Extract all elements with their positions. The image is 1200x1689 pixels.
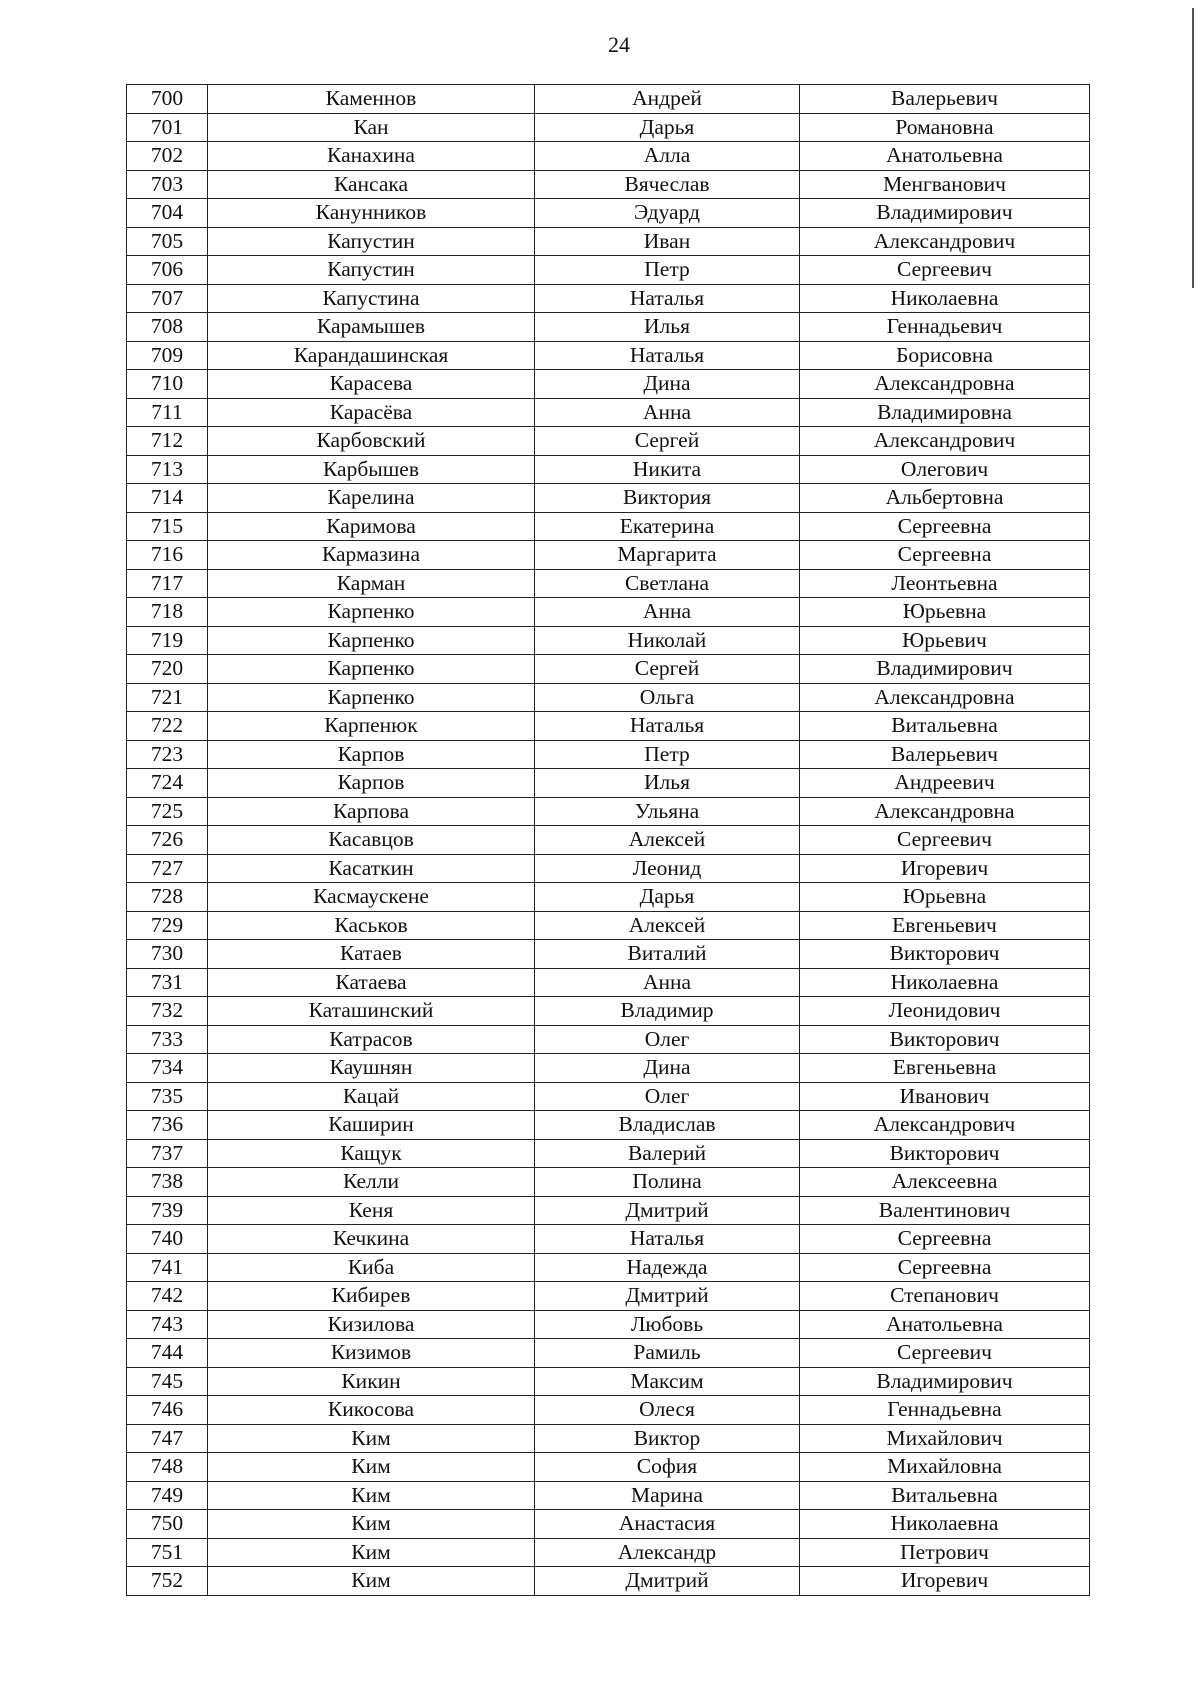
patronymic-cell: Валерьевич xyxy=(800,85,1090,114)
last-name-cell: Катрасов xyxy=(208,1025,535,1054)
table-row xyxy=(127,797,1090,826)
last-name-cell: Каськов xyxy=(208,911,535,940)
first-name-cell: Анна xyxy=(535,968,800,997)
table-row xyxy=(127,256,1090,285)
patronymic-cell: Петрович xyxy=(800,1538,1090,1567)
table-row xyxy=(127,1054,1090,1083)
patronymic-cell: Сергеевна xyxy=(800,512,1090,541)
table-row xyxy=(127,170,1090,199)
table-row xyxy=(127,826,1090,855)
patronymic-cell: Владимирович xyxy=(800,1367,1090,1396)
patronymic-cell: Николаевна xyxy=(800,284,1090,313)
table-row xyxy=(127,227,1090,256)
table-row xyxy=(127,911,1090,940)
patronymic-cell: Александровна xyxy=(800,683,1090,712)
row-number-cell: 716 xyxy=(127,541,208,570)
first-name-cell: Алексей xyxy=(535,826,800,855)
patronymic-cell: Валентинович xyxy=(800,1196,1090,1225)
last-name-cell: Кибирев xyxy=(208,1282,535,1311)
patronymic-cell: Анатольевна xyxy=(800,1310,1090,1339)
table-row xyxy=(127,1510,1090,1539)
last-name-cell: Каташинский xyxy=(208,997,535,1026)
row-number-cell: 709 xyxy=(127,341,208,370)
first-name-cell: Дина xyxy=(535,1054,800,1083)
last-name-cell: Ким xyxy=(208,1510,535,1539)
patronymic-cell: Геннадьевна xyxy=(800,1396,1090,1425)
patronymic-cell: Борисовна xyxy=(800,341,1090,370)
last-name-cell: Карпенко xyxy=(208,683,535,712)
patronymic-cell: Викторович xyxy=(800,1025,1090,1054)
last-name-cell: Карбовский xyxy=(208,427,535,456)
table-row xyxy=(127,769,1090,798)
table-row xyxy=(127,199,1090,228)
last-name-cell: Каменнов xyxy=(208,85,535,114)
first-name-cell: Дмитрий xyxy=(535,1282,800,1311)
last-name-cell: Кащук xyxy=(208,1139,535,1168)
patronymic-cell: Сергеевич xyxy=(800,256,1090,285)
patronymic-cell: Юрьевна xyxy=(800,883,1090,912)
last-name-cell: Карпова xyxy=(208,797,535,826)
table-row xyxy=(127,541,1090,570)
last-name-cell: Карпенко xyxy=(208,626,535,655)
row-number-cell: 750 xyxy=(127,1510,208,1539)
patronymic-cell: Леонидович xyxy=(800,997,1090,1026)
table-row xyxy=(127,683,1090,712)
patronymic-cell: Александрович xyxy=(800,227,1090,256)
last-name-cell: Кармазина xyxy=(208,541,535,570)
first-name-cell: Алексей xyxy=(535,911,800,940)
patronymic-cell: Сергеевич xyxy=(800,826,1090,855)
table-row xyxy=(127,341,1090,370)
last-name-cell: Канунников xyxy=(208,199,535,228)
patronymic-cell: Степанович xyxy=(800,1282,1090,1311)
first-name-cell: Леонид xyxy=(535,854,800,883)
table-row xyxy=(127,1453,1090,1482)
last-name-cell: Кечкина xyxy=(208,1225,535,1254)
row-number-cell: 714 xyxy=(127,484,208,513)
row-number-cell: 724 xyxy=(127,769,208,798)
table-row xyxy=(127,712,1090,741)
table-row xyxy=(127,1082,1090,1111)
first-name-cell: Полина xyxy=(535,1168,800,1197)
patronymic-cell: Николаевна xyxy=(800,1510,1090,1539)
last-name-cell: Катаев xyxy=(208,940,535,969)
table-row xyxy=(127,370,1090,399)
table-row xyxy=(127,85,1090,114)
table-row xyxy=(127,997,1090,1026)
last-name-cell: Карасева xyxy=(208,370,535,399)
first-name-cell: Владислав xyxy=(535,1111,800,1140)
last-name-cell: Киба xyxy=(208,1253,535,1282)
first-name-cell: Маргарита xyxy=(535,541,800,570)
table-row xyxy=(127,313,1090,342)
last-name-cell: Кизилова xyxy=(208,1310,535,1339)
row-number-cell: 743 xyxy=(127,1310,208,1339)
patronymic-cell: Леонтьевна xyxy=(800,569,1090,598)
first-name-cell: Марина xyxy=(535,1481,800,1510)
row-number-cell: 715 xyxy=(127,512,208,541)
last-name-cell: Кизимов xyxy=(208,1339,535,1368)
last-name-cell: Карандашинская xyxy=(208,341,535,370)
first-name-cell: Андрей xyxy=(535,85,800,114)
first-name-cell: Алла xyxy=(535,142,800,171)
patronymic-cell: Михайлович xyxy=(800,1424,1090,1453)
last-name-cell: Карамышев xyxy=(208,313,535,342)
row-number-cell: 728 xyxy=(127,883,208,912)
patronymic-cell: Александрович xyxy=(800,427,1090,456)
patronymic-cell: Анатольевна xyxy=(800,142,1090,171)
first-name-cell: Илья xyxy=(535,769,800,798)
row-number-cell: 730 xyxy=(127,940,208,969)
row-number-cell: 746 xyxy=(127,1396,208,1425)
first-name-cell: Петр xyxy=(535,740,800,769)
row-number-cell: 740 xyxy=(127,1225,208,1254)
first-name-cell: Валерий xyxy=(535,1139,800,1168)
patronymic-cell: Юрьевна xyxy=(800,598,1090,627)
row-number-cell: 717 xyxy=(127,569,208,598)
first-name-cell: Дина xyxy=(535,370,800,399)
first-name-cell: Любовь xyxy=(535,1310,800,1339)
table-row xyxy=(127,484,1090,513)
table-row xyxy=(127,512,1090,541)
first-name-cell: Дарья xyxy=(535,113,800,142)
last-name-cell: Кикосова xyxy=(208,1396,535,1425)
table-row xyxy=(127,284,1090,313)
first-name-cell: Иван xyxy=(535,227,800,256)
row-number-cell: 706 xyxy=(127,256,208,285)
last-name-cell: Капустин xyxy=(208,227,535,256)
patronymic-cell: Викторович xyxy=(800,1139,1090,1168)
registry-table-body xyxy=(127,85,1090,1596)
first-name-cell: Петр xyxy=(535,256,800,285)
last-name-cell: Касмаускене xyxy=(208,883,535,912)
row-number-cell: 737 xyxy=(127,1139,208,1168)
row-number-cell: 735 xyxy=(127,1082,208,1111)
row-number-cell: 713 xyxy=(127,455,208,484)
last-name-cell: Кан xyxy=(208,113,535,142)
first-name-cell: Илья xyxy=(535,313,800,342)
patronymic-cell: Сергеевна xyxy=(800,1225,1090,1254)
patronymic-cell: Александрович xyxy=(800,1111,1090,1140)
row-number-cell: 742 xyxy=(127,1282,208,1311)
table-row xyxy=(127,740,1090,769)
page-number: 24 xyxy=(608,32,630,57)
table-row xyxy=(127,883,1090,912)
patronymic-cell: Евгеньевна xyxy=(800,1054,1090,1083)
table-row xyxy=(127,1282,1090,1311)
table-row xyxy=(127,598,1090,627)
row-number-cell: 701 xyxy=(127,113,208,142)
table-row xyxy=(127,655,1090,684)
first-name-cell: Наталья xyxy=(535,1225,800,1254)
table-row xyxy=(127,1538,1090,1567)
last-name-cell: Ким xyxy=(208,1481,535,1510)
patronymic-cell: Юрьевич xyxy=(800,626,1090,655)
table-row xyxy=(127,1481,1090,1510)
table-row xyxy=(127,142,1090,171)
last-name-cell: Капустина xyxy=(208,284,535,313)
first-name-cell: Светлана xyxy=(535,569,800,598)
patronymic-cell: Сергеевна xyxy=(800,1253,1090,1282)
first-name-cell: Анна xyxy=(535,598,800,627)
first-name-cell: Максим xyxy=(535,1367,800,1396)
row-number-cell: 702 xyxy=(127,142,208,171)
row-number-cell: 733 xyxy=(127,1025,208,1054)
last-name-cell: Ким xyxy=(208,1538,535,1567)
last-name-cell: Кикин xyxy=(208,1367,535,1396)
scan-edge-line xyxy=(1192,8,1194,288)
table-row xyxy=(127,427,1090,456)
patronymic-cell: Викторович xyxy=(800,940,1090,969)
first-name-cell: Александр xyxy=(535,1538,800,1567)
first-name-cell: Виталий xyxy=(535,940,800,969)
table-row xyxy=(127,1253,1090,1282)
last-name-cell: Ким xyxy=(208,1453,535,1482)
patronymic-cell: Валерьевич xyxy=(800,740,1090,769)
patronymic-cell: Сергеевна xyxy=(800,541,1090,570)
last-name-cell: Карпов xyxy=(208,740,535,769)
first-name-cell: Николай xyxy=(535,626,800,655)
row-number-cell: 739 xyxy=(127,1196,208,1225)
last-name-cell: Ким xyxy=(208,1424,535,1453)
row-number-cell: 729 xyxy=(127,911,208,940)
first-name-cell: Наталья xyxy=(535,341,800,370)
row-number-cell: 727 xyxy=(127,854,208,883)
row-number-cell: 751 xyxy=(127,1538,208,1567)
first-name-cell: Рамиль xyxy=(535,1339,800,1368)
first-name-cell: Вячеслав xyxy=(535,170,800,199)
last-name-cell: Катаева xyxy=(208,968,535,997)
row-number-cell: 736 xyxy=(127,1111,208,1140)
row-number-cell: 752 xyxy=(127,1567,208,1596)
last-name-cell: Карпенко xyxy=(208,598,535,627)
table-row xyxy=(127,1567,1090,1596)
registry-table xyxy=(126,84,1090,1596)
last-name-cell: Кеня xyxy=(208,1196,535,1225)
table-row xyxy=(127,455,1090,484)
table-row xyxy=(127,1310,1090,1339)
last-name-cell: Каушнян xyxy=(208,1054,535,1083)
patronymic-cell: Витальевна xyxy=(800,1481,1090,1510)
last-name-cell: Карпенюк xyxy=(208,712,535,741)
last-name-cell: Карелина xyxy=(208,484,535,513)
first-name-cell: Ольга xyxy=(535,683,800,712)
table-row xyxy=(127,1196,1090,1225)
table-row xyxy=(127,113,1090,142)
row-number-cell: 725 xyxy=(127,797,208,826)
row-number-cell: 722 xyxy=(127,712,208,741)
row-number-cell: 721 xyxy=(127,683,208,712)
first-name-cell: Владимир xyxy=(535,997,800,1026)
first-name-cell: Анастасия xyxy=(535,1510,800,1539)
patronymic-cell: Менгванович xyxy=(800,170,1090,199)
patronymic-cell: Альбертовна xyxy=(800,484,1090,513)
patronymic-cell: Иванович xyxy=(800,1082,1090,1111)
table-row xyxy=(127,854,1090,883)
patronymic-cell: Игоревич xyxy=(800,1567,1090,1596)
row-number-cell: 744 xyxy=(127,1339,208,1368)
first-name-cell: Никита xyxy=(535,455,800,484)
table-row xyxy=(127,1111,1090,1140)
first-name-cell: Виктор xyxy=(535,1424,800,1453)
patronymic-cell: Владимировна xyxy=(800,398,1090,427)
first-name-cell: Екатерина xyxy=(535,512,800,541)
patronymic-cell: Владимирович xyxy=(800,199,1090,228)
row-number-cell: 723 xyxy=(127,740,208,769)
first-name-cell: Олег xyxy=(535,1082,800,1111)
table-row xyxy=(127,1424,1090,1453)
row-number-cell: 749 xyxy=(127,1481,208,1510)
row-number-cell: 741 xyxy=(127,1253,208,1282)
last-name-cell: Капустин xyxy=(208,256,535,285)
row-number-cell: 703 xyxy=(127,170,208,199)
table-row xyxy=(127,1139,1090,1168)
table-row xyxy=(127,968,1090,997)
row-number-cell: 720 xyxy=(127,655,208,684)
row-number-cell: 712 xyxy=(127,427,208,456)
patronymic-cell: Витальевна xyxy=(800,712,1090,741)
row-number-cell: 732 xyxy=(127,997,208,1026)
patronymic-cell: Николаевна xyxy=(800,968,1090,997)
row-number-cell: 738 xyxy=(127,1168,208,1197)
patronymic-cell: Олегович xyxy=(800,455,1090,484)
first-name-cell: Дарья xyxy=(535,883,800,912)
row-number-cell: 734 xyxy=(127,1054,208,1083)
patronymic-cell: Андреевич xyxy=(800,769,1090,798)
row-number-cell: 748 xyxy=(127,1453,208,1482)
last-name-cell: Касавцов xyxy=(208,826,535,855)
row-number-cell: 710 xyxy=(127,370,208,399)
last-name-cell: Касаткин xyxy=(208,854,535,883)
patronymic-cell: Евгеньевич xyxy=(800,911,1090,940)
first-name-cell: София xyxy=(535,1453,800,1482)
patronymic-cell: Михайловна xyxy=(800,1453,1090,1482)
patronymic-cell: Геннадьевич xyxy=(800,313,1090,342)
table-row xyxy=(127,626,1090,655)
table-row xyxy=(127,569,1090,598)
patronymic-cell: Александровна xyxy=(800,370,1090,399)
last-name-cell: Карман xyxy=(208,569,535,598)
row-number-cell: 705 xyxy=(127,227,208,256)
table-row xyxy=(127,398,1090,427)
last-name-cell: Каримова xyxy=(208,512,535,541)
patronymic-cell: Игоревич xyxy=(800,854,1090,883)
row-number-cell: 708 xyxy=(127,313,208,342)
last-name-cell: Каширин xyxy=(208,1111,535,1140)
last-name-cell: Карпов xyxy=(208,769,535,798)
row-number-cell: 707 xyxy=(127,284,208,313)
row-number-cell: 747 xyxy=(127,1424,208,1453)
table-row xyxy=(127,1225,1090,1254)
last-name-cell: Карпенко xyxy=(208,655,535,684)
row-number-cell: 726 xyxy=(127,826,208,855)
first-name-cell: Дмитрий xyxy=(535,1196,800,1225)
first-name-cell: Виктория xyxy=(535,484,800,513)
table-row xyxy=(127,1168,1090,1197)
patronymic-cell: Владимирович xyxy=(800,655,1090,684)
first-name-cell: Сергей xyxy=(535,655,800,684)
first-name-cell: Олеся xyxy=(535,1396,800,1425)
row-number-cell: 731 xyxy=(127,968,208,997)
patronymic-cell: Романовна xyxy=(800,113,1090,142)
first-name-cell: Эдуард xyxy=(535,199,800,228)
last-name-cell: Ким xyxy=(208,1567,535,1596)
first-name-cell: Наталья xyxy=(535,284,800,313)
table-row xyxy=(127,1367,1090,1396)
row-number-cell: 719 xyxy=(127,626,208,655)
row-number-cell: 704 xyxy=(127,199,208,228)
table-row xyxy=(127,1339,1090,1368)
row-number-cell: 711 xyxy=(127,398,208,427)
table-row xyxy=(127,1025,1090,1054)
row-number-cell: 700 xyxy=(127,85,208,114)
first-name-cell: Ульяна xyxy=(535,797,800,826)
patronymic-cell: Александровна xyxy=(800,797,1090,826)
first-name-cell: Анна xyxy=(535,398,800,427)
last-name-cell: Канахина xyxy=(208,142,535,171)
last-name-cell: Келли xyxy=(208,1168,535,1197)
last-name-cell: Кансака xyxy=(208,170,535,199)
row-number-cell: 745 xyxy=(127,1367,208,1396)
last-name-cell: Кацай xyxy=(208,1082,535,1111)
last-name-cell: Карасёва xyxy=(208,398,535,427)
table-row xyxy=(127,940,1090,969)
first-name-cell: Сергей xyxy=(535,427,800,456)
patronymic-cell: Сергеевич xyxy=(800,1339,1090,1368)
first-name-cell: Олег xyxy=(535,1025,800,1054)
row-number-cell: 718 xyxy=(127,598,208,627)
first-name-cell: Наталья xyxy=(535,712,800,741)
last-name-cell: Карбышев xyxy=(208,455,535,484)
table-row xyxy=(127,1396,1090,1425)
patronymic-cell: Алексеевна xyxy=(800,1168,1090,1197)
first-name-cell: Надежда xyxy=(535,1253,800,1282)
first-name-cell: Дмитрий xyxy=(535,1567,800,1596)
